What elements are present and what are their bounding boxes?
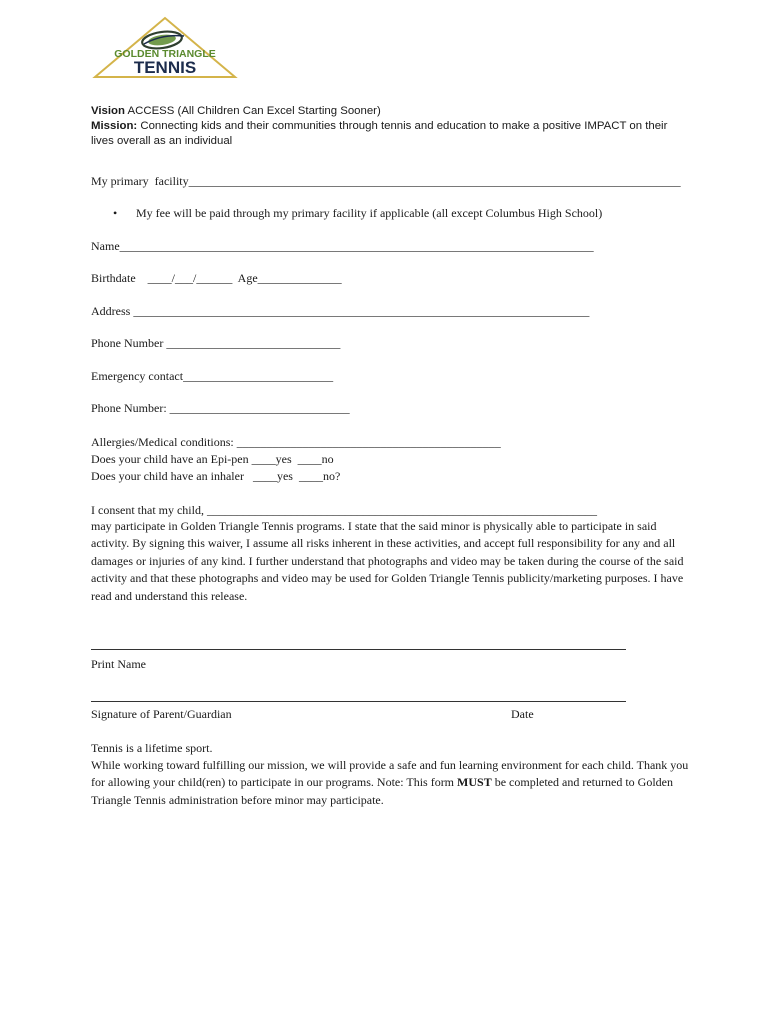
primary-facility-field[interactable]: My primary facility__________________________________________________________________________________ [91, 174, 681, 188]
vision-mission-block [91, 104, 691, 149]
emergency-contact-field[interactable]: Emergency contact_________________________ [91, 369, 334, 383]
footer-must: MUST [457, 775, 492, 790]
footer-tagline: Tennis is a lifetime sport. [91, 741, 213, 755]
logo-line2: TENNIS [133, 58, 197, 77]
birthdate-age-field[interactable]: Birthdate ____/___/______ Age______________ [91, 271, 342, 285]
name-field[interactable]: Name_______________________________________________________________________________ [91, 239, 594, 253]
footer-text-after: be completed and returned to Golden Triangle Tennis administration before minor may participate. [91, 775, 673, 807]
address-field[interactable]: Address ____________________________________________________________________________ [91, 304, 590, 318]
bullet-icon: • [113, 206, 118, 220]
allergies-field[interactable]: Allergies/Medical conditions: ____________________________________________ [91, 435, 501, 449]
mission-label: Mission: [91, 120, 138, 132]
mission-line [91, 119, 691, 149]
print-name-line[interactable] [91, 649, 626, 650]
print-name-label: Print Name [91, 657, 146, 671]
date-label: Date [511, 707, 534, 721]
inhaler-question[interactable]: Does your child have an inhaler ____yes ____no? [91, 469, 341, 483]
emergency-phone-field[interactable]: Phone Number: ______________________________ [91, 401, 350, 415]
consent-paragraph: may participate in Golden Triangle Tennis programs. I state that the said minor is physically able to participate in said activity. By signing this waiver, I assume all risks inherent in these activities, and accept full responsibility for any and all damages or injuries of any kind. I further understand that photographs and video may be taken during the course of the said activity and that these photographs and video may be used for Golden Triangle Tennis publicity/marketing purposes. I have read and understand this release. [91, 519, 684, 603]
vision-line [91, 104, 691, 119]
footer-paragraph [91, 757, 691, 809]
logo-line1: GOLDEN TRIANGLE [114, 48, 216, 60]
fee-note-text: My fee will be paid through my primary facility if applicable (all except Columbus High School) [136, 206, 603, 220]
mission-text: Connecting kids and their communities through tennis and education to make a positive IMPACT on their lives overall as an individual [91, 120, 668, 147]
footer-text-before: While working toward fulfilling our mission, we will provide a safe and fun learning environment for each child. Thank you for allowing your child(ren) to participate in our programs. Note: This form [91, 758, 689, 790]
vision-text: ACCESS (All Children Can Excel Starting Sooner) [124, 105, 381, 117]
signature-label: Signature of Parent/Guardian [91, 707, 232, 721]
signature-line[interactable] [91, 701, 626, 702]
golden-triangle-tennis-logo [92, 14, 238, 80]
vision-label: Vision [91, 105, 125, 117]
epipen-question[interactable]: Does your child have an Epi-pen ____yes ____no [91, 452, 334, 466]
fee-note [113, 206, 602, 221]
phone-number-field[interactable]: Phone Number _____________________________ [91, 336, 341, 350]
consent-child-field[interactable]: I consent that my child, _________________________________________________________________ [91, 503, 597, 517]
